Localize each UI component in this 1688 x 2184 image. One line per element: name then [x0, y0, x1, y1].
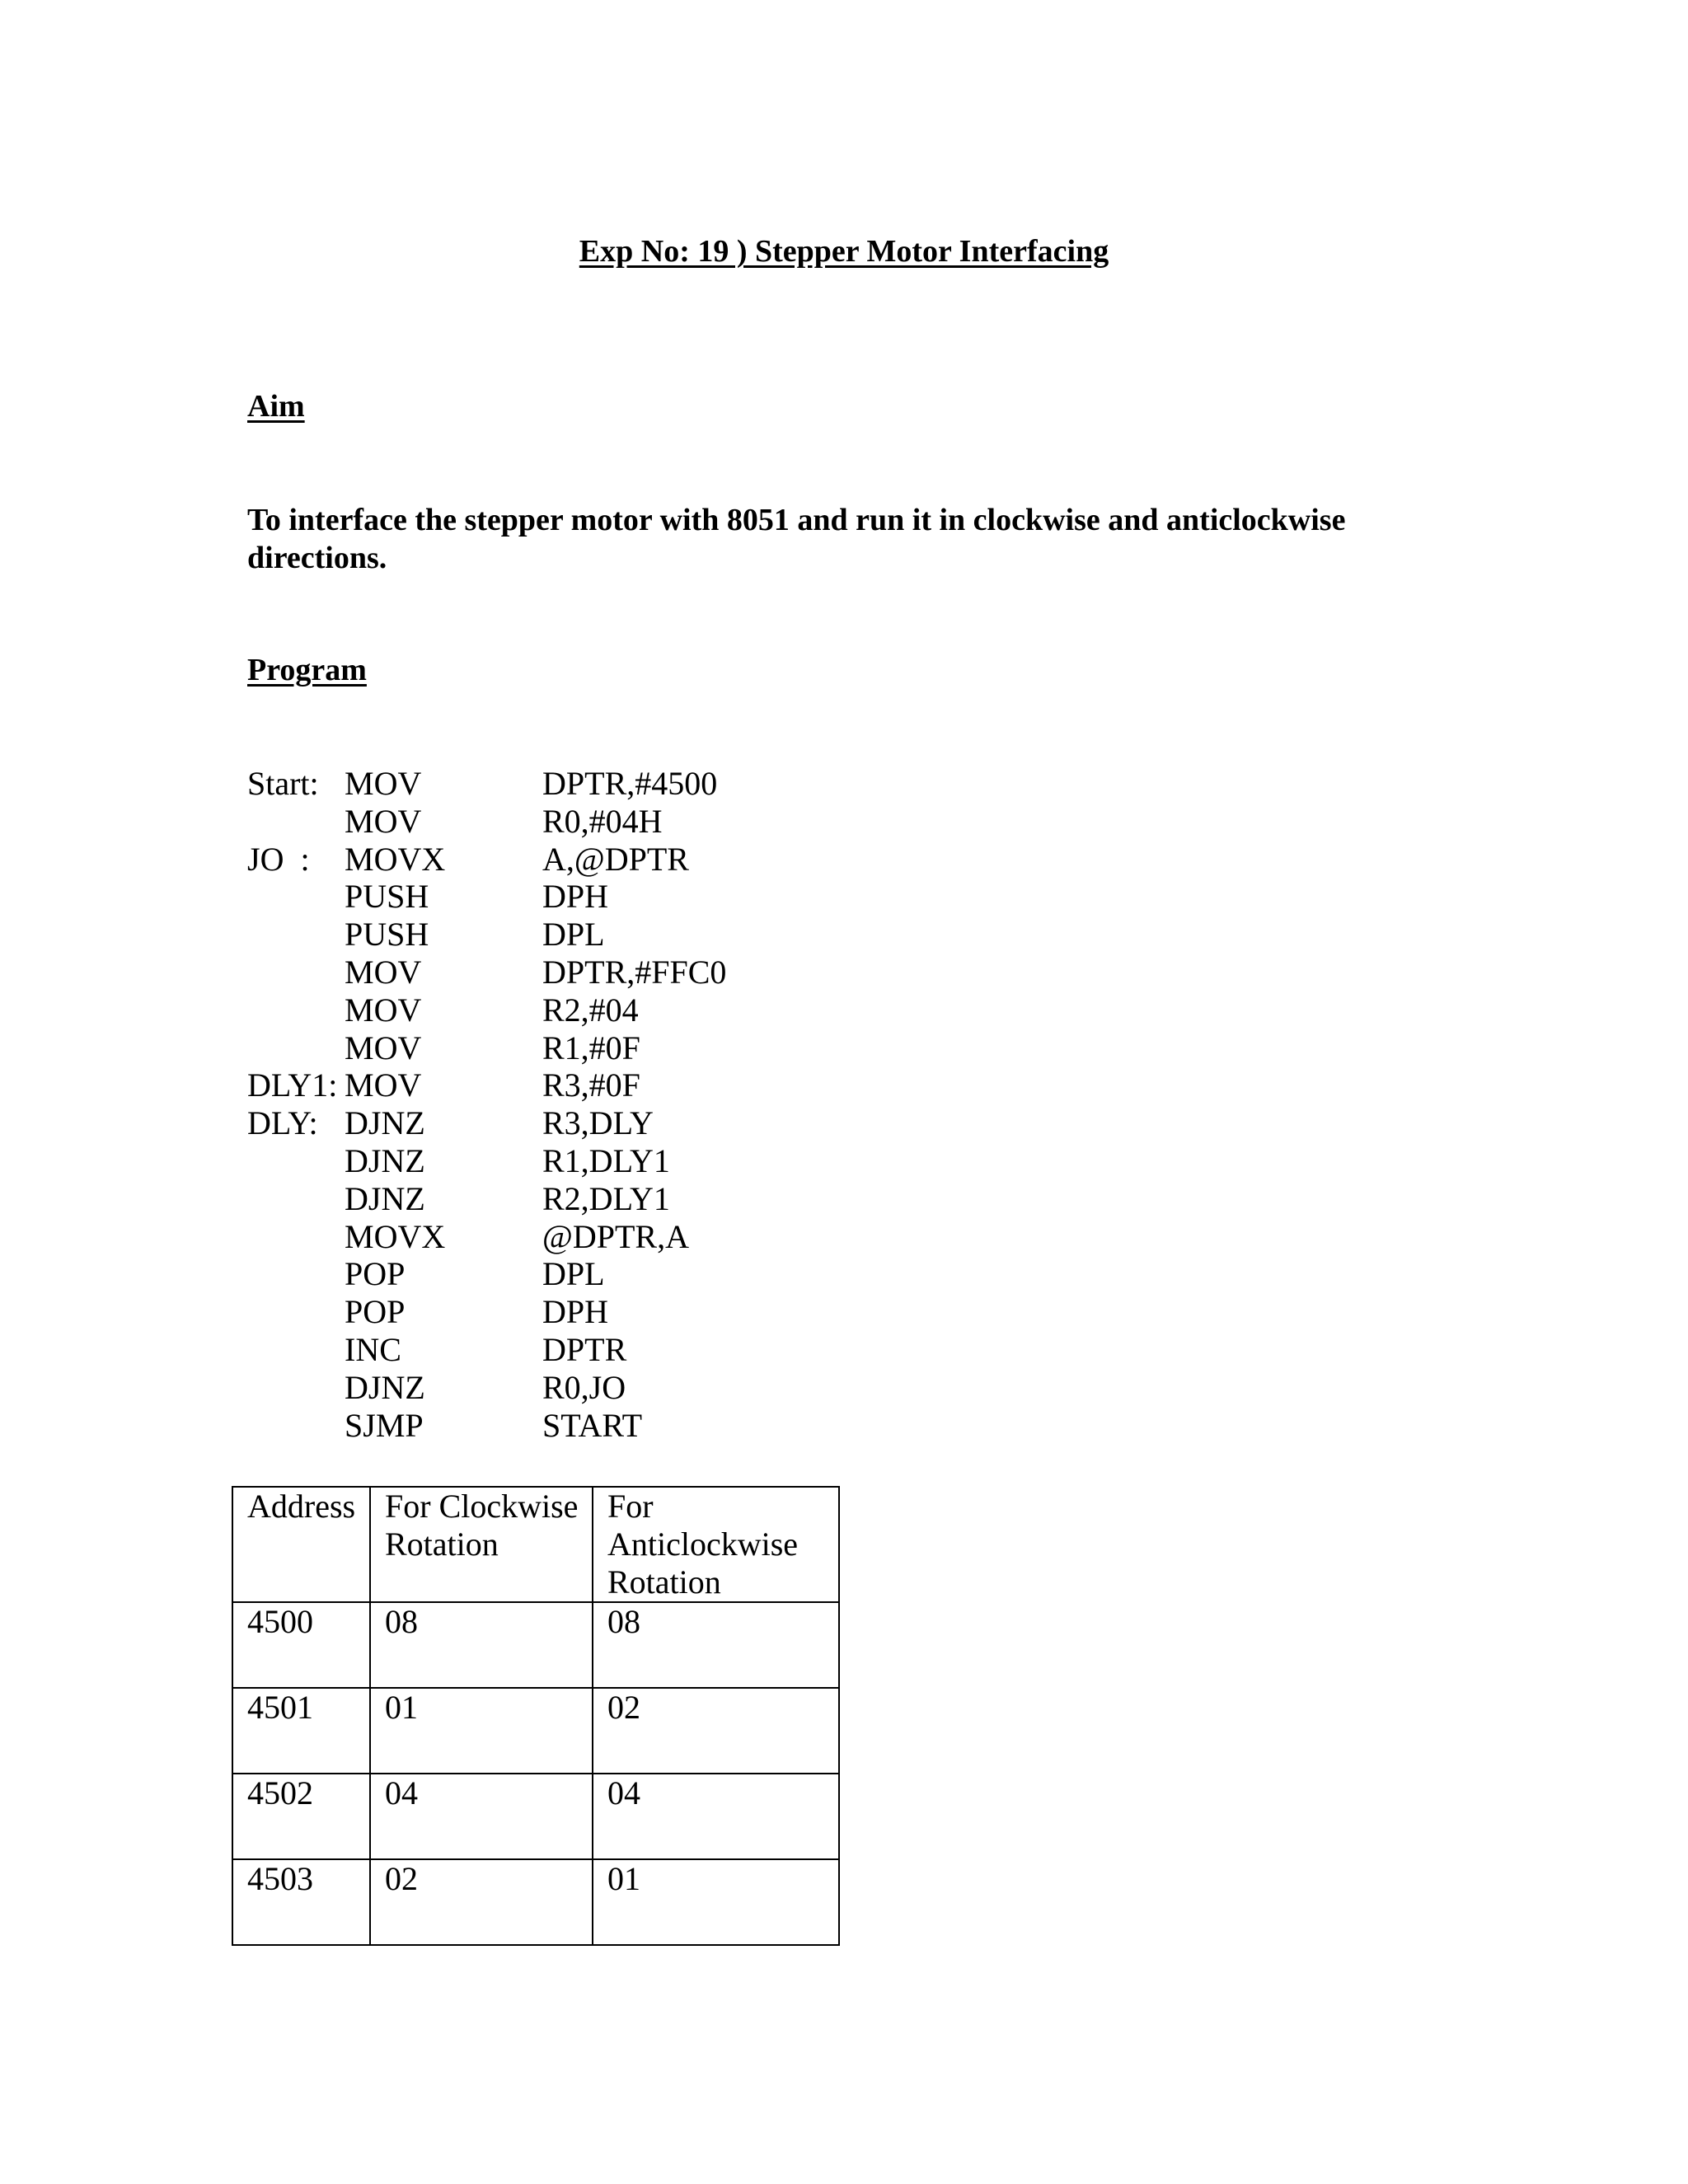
- code-operand: R1,#0F: [542, 1029, 640, 1066]
- code-mnemonic: PUSH: [345, 916, 429, 954]
- code-mnemonic: MOV: [345, 991, 422, 1029]
- code-operand: @DPTR,A: [542, 1217, 689, 1255]
- cell-clockwise: 08: [370, 1602, 593, 1688]
- code-operand: R0,#04H: [542, 802, 663, 840]
- code-mnemonic: DJNZ: [345, 1179, 425, 1217]
- table-row: [232, 1688, 839, 1774]
- code-operand: R3,#0F: [542, 1066, 640, 1104]
- table-row: [232, 1859, 839, 1945]
- code-operand: DPH: [542, 878, 609, 916]
- step-sequence-table: [232, 1486, 840, 1946]
- code-operand: A,@DPTR: [542, 840, 689, 878]
- code-label: Start:: [247, 765, 319, 802]
- code-operand: DPL: [542, 916, 605, 954]
- table-header-row: [232, 1487, 839, 1602]
- code-operand: DPTR,#FFC0: [542, 953, 727, 991]
- page-title: Exp No: 19 ) Stepper Motor Interfacing: [579, 234, 1109, 269]
- table-row: [232, 1774, 839, 1859]
- cell-address: 4502: [232, 1774, 370, 1859]
- code-mnemonic: INC: [345, 1330, 401, 1368]
- header-anticlockwise: For Anticlockwise Rotation: [593, 1487, 839, 1602]
- code-operand: R3,DLY: [542, 1104, 654, 1142]
- code-mnemonic: MOVX: [345, 840, 446, 878]
- code-label: DLY1:: [247, 1066, 338, 1104]
- table-row: [232, 1602, 839, 1688]
- code-mnemonic: SJMP: [345, 1406, 424, 1444]
- cell-anticlockwise: 01: [593, 1859, 839, 1945]
- cell-clockwise: 01: [370, 1688, 593, 1774]
- code-mnemonic: MOV: [345, 1066, 422, 1104]
- cell-anticlockwise: 08: [593, 1602, 839, 1688]
- code-mnemonic: PUSH: [345, 878, 429, 916]
- code-mnemonic: MOV: [345, 1029, 422, 1066]
- code-mnemonic: MOVX: [345, 1217, 446, 1255]
- code-operand: DPH: [542, 1293, 609, 1331]
- header-address: Address: [232, 1487, 370, 1602]
- code-operand: DPL: [542, 1255, 605, 1293]
- cell-anticlockwise: 04: [593, 1774, 839, 1859]
- cell-clockwise: 04: [370, 1774, 593, 1859]
- cell-address: 4501: [232, 1688, 370, 1774]
- cell-anticlockwise: 02: [593, 1688, 839, 1774]
- code-operand: R1,DLY1: [542, 1141, 670, 1179]
- code-mnemonic: POP: [345, 1255, 406, 1293]
- program-heading: Program: [247, 653, 367, 687]
- code-mnemonic: POP: [345, 1293, 406, 1331]
- header-clockwise: For Clockwise Rotation: [370, 1487, 593, 1602]
- code-label: DLY:: [247, 1104, 318, 1142]
- code-operand: DPTR: [542, 1330, 627, 1368]
- code-mnemonic: DJNZ: [345, 1368, 425, 1406]
- aim-text: To interface the stepper motor with 8051 and run it in clockwise and anticlockwise directions.: [247, 503, 1346, 575]
- code-operand: R0,JO: [542, 1368, 626, 1406]
- code-mnemonic: MOV: [345, 765, 422, 802]
- code-operand: START: [542, 1406, 643, 1444]
- code-mnemonic: DJNZ: [345, 1104, 425, 1142]
- code-operand: DPTR,#4500: [542, 765, 718, 802]
- code-mnemonic: MOV: [345, 953, 422, 991]
- cell-address: 4503: [232, 1859, 370, 1945]
- code-label: JO :: [247, 840, 310, 878]
- code-mnemonic: MOV: [345, 802, 422, 840]
- code-operand: R2,DLY1: [542, 1179, 670, 1217]
- aim-heading: Aim: [247, 389, 305, 424]
- code-operand: R2,#04: [542, 991, 639, 1029]
- cell-clockwise: 02: [370, 1859, 593, 1945]
- code-mnemonic: DJNZ: [345, 1141, 425, 1179]
- cell-address: 4500: [232, 1602, 370, 1688]
